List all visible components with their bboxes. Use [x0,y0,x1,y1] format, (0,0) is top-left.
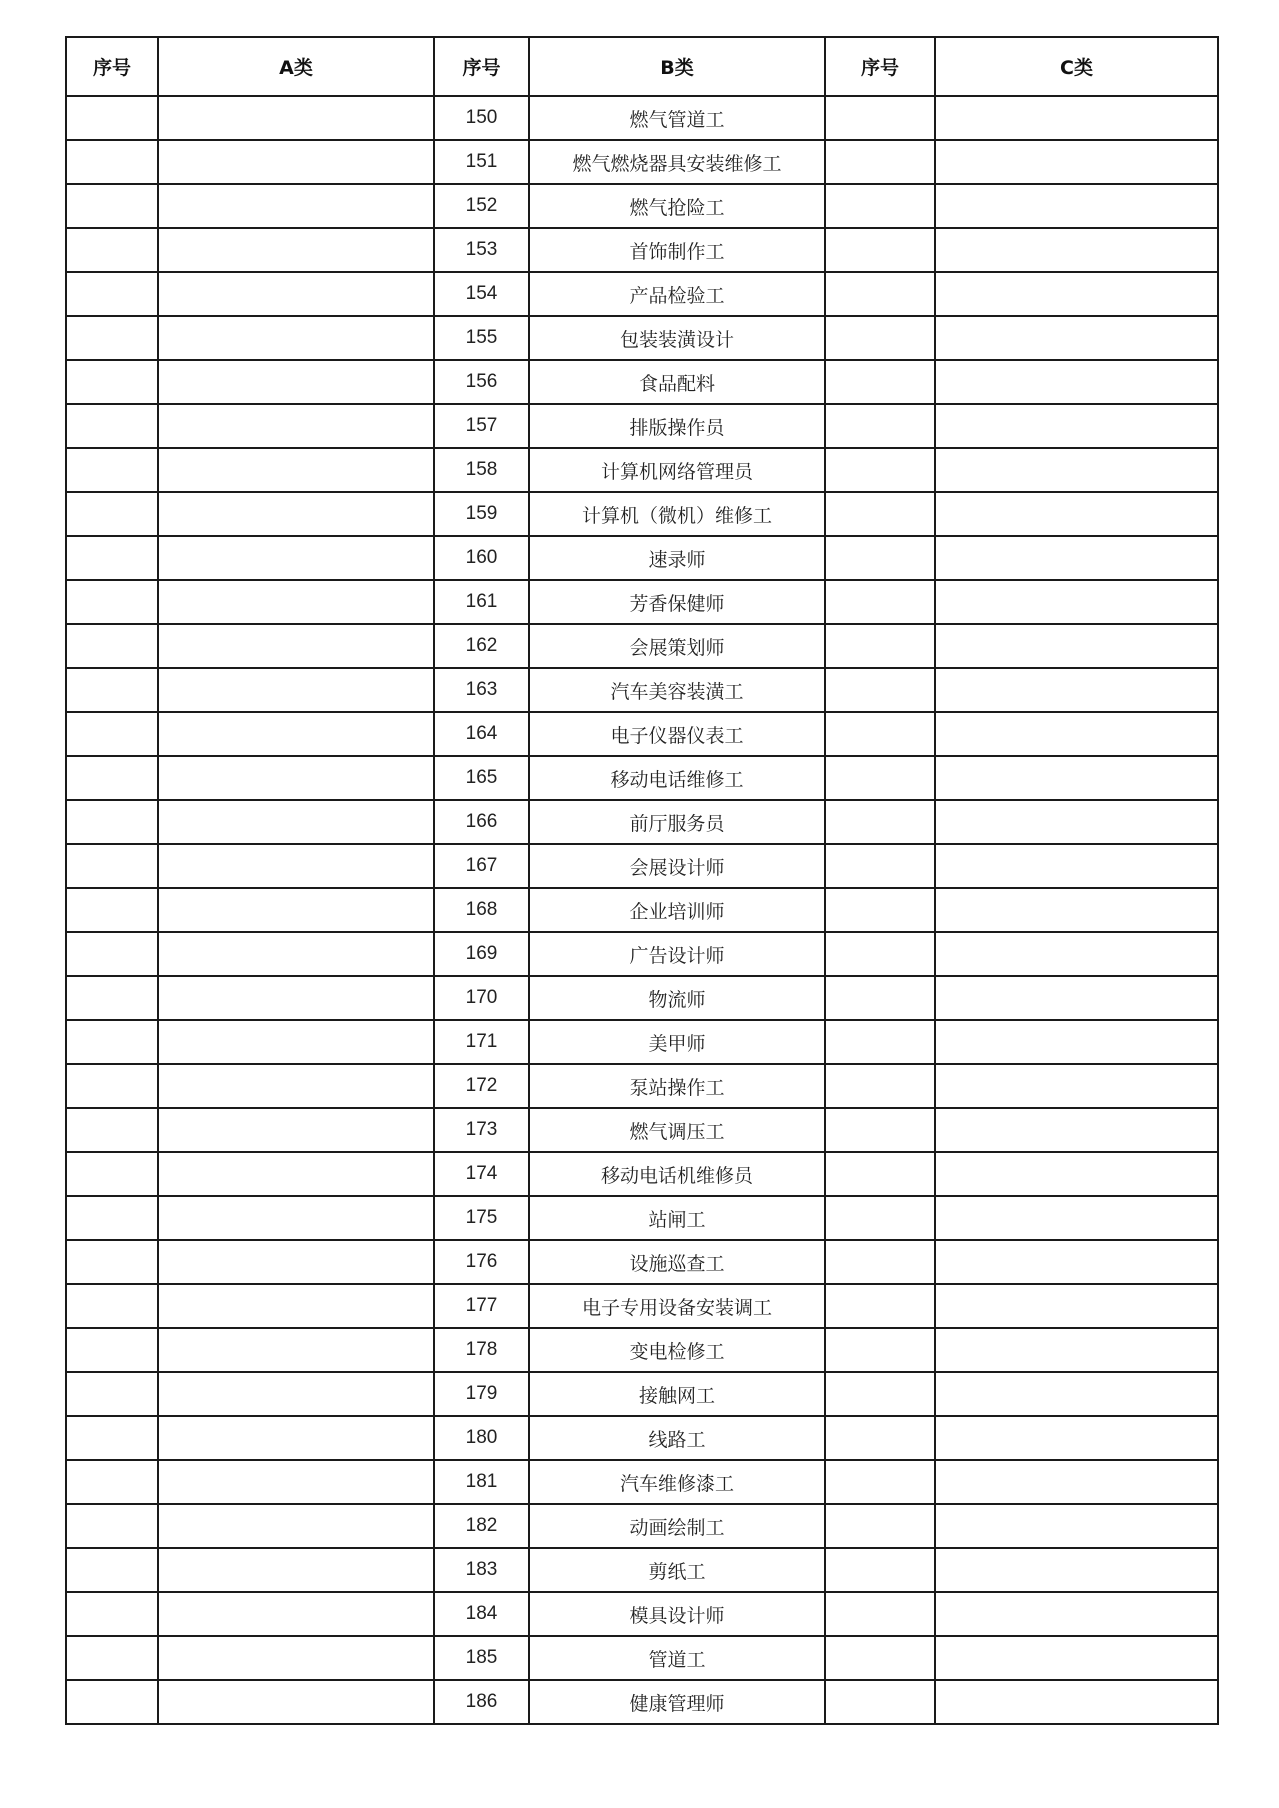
table-row [66,1636,1218,1680]
cell-category-c [935,1284,1218,1328]
cell-seq-c [825,888,935,932]
cell-seq-c [825,360,935,404]
table-row [66,1548,1218,1592]
table-row [66,1460,1218,1504]
table-row [66,1240,1218,1284]
cell-category-a [158,404,434,448]
header-seq-a: 序号 [66,37,158,96]
cell-seq-a [66,316,158,360]
cell-category-b: 广告设计师 [529,932,825,976]
cell-category-c [935,1592,1218,1636]
cell-seq-b: 181 [434,1460,529,1504]
cell-seq-a [66,580,158,624]
table-row [66,712,1218,756]
cell-seq-a [66,536,158,580]
cell-seq-b: 162 [434,624,529,668]
cell-category-c [935,1460,1218,1504]
cell-category-c [935,888,1218,932]
cell-category-a [158,360,434,404]
cell-category-b: 物流师 [529,976,825,1020]
cell-category-b: 设施巡查工 [529,1240,825,1284]
table-row [66,404,1218,448]
cell-seq-b: 175 [434,1196,529,1240]
header-category-c: C类 [935,37,1218,96]
table-row [66,1504,1218,1548]
cell-category-a [158,1196,434,1240]
header-category-a: A类 [158,37,434,96]
cell-category-c [935,976,1218,1020]
cell-seq-b: 180 [434,1416,529,1460]
cell-category-a [158,624,434,668]
cell-seq-c [825,1108,935,1152]
cell-seq-b: 158 [434,448,529,492]
cell-category-b: 燃气管道工 [529,96,825,140]
cell-seq-b: 169 [434,932,529,976]
cell-seq-c [825,492,935,536]
table-row [66,1372,1218,1416]
cell-seq-a [66,96,158,140]
cell-category-b: 包装装潢设计 [529,316,825,360]
cell-seq-b: 164 [434,712,529,756]
cell-seq-c [825,624,935,668]
cell-seq-c [825,580,935,624]
cell-category-a [158,580,434,624]
cell-category-c [935,272,1218,316]
cell-category-b: 会展策划师 [529,624,825,668]
cell-seq-a [66,712,158,756]
table-row [66,492,1218,536]
cell-category-b: 首饰制作工 [529,228,825,272]
cell-category-c [935,932,1218,976]
cell-category-c [935,228,1218,272]
cell-category-a [158,888,434,932]
cell-category-a [158,140,434,184]
cell-category-b: 泵站操作工 [529,1064,825,1108]
cell-seq-c [825,184,935,228]
cell-seq-c [825,1416,935,1460]
cell-category-a [158,756,434,800]
cell-category-a [158,536,434,580]
cell-category-a [158,316,434,360]
cell-seq-c [825,1372,935,1416]
cell-category-b: 移动电话维修工 [529,756,825,800]
cell-seq-c [825,536,935,580]
cell-category-b: 前厅服务员 [529,800,825,844]
cell-category-b: 剪纸工 [529,1548,825,1592]
cell-category-c [935,404,1218,448]
cell-category-c [935,1504,1218,1548]
cell-category-c [935,1372,1218,1416]
cell-seq-b: 150 [434,96,529,140]
table-row [66,1152,1218,1196]
table-row [66,360,1218,404]
cell-category-b: 线路工 [529,1416,825,1460]
header-category-b: B类 [529,37,825,96]
cell-category-a [158,1416,434,1460]
cell-category-a [158,492,434,536]
cell-seq-c [825,1196,935,1240]
cell-seq-a [66,448,158,492]
table-row [66,228,1218,272]
cell-category-a [158,272,434,316]
cell-seq-a [66,1636,158,1680]
cell-category-c [935,712,1218,756]
cell-seq-b: 163 [434,668,529,712]
cell-seq-b: 168 [434,888,529,932]
cell-seq-a [66,228,158,272]
cell-seq-c [825,756,935,800]
table-row [66,844,1218,888]
header-row [66,37,1218,96]
cell-category-c [935,360,1218,404]
cell-seq-a [66,1240,158,1284]
cell-seq-a [66,184,158,228]
cell-category-c [935,1196,1218,1240]
cell-seq-a [66,1504,158,1548]
cell-seq-a [66,1416,158,1460]
occupation-table [65,36,1219,1725]
cell-category-c [935,1680,1218,1724]
cell-seq-a [66,668,158,712]
cell-category-a [158,448,434,492]
cell-category-a [158,800,434,844]
cell-seq-a [66,1152,158,1196]
cell-seq-b: 157 [434,404,529,448]
cell-category-a [158,1108,434,1152]
cell-category-a [158,1020,434,1064]
table-row [66,668,1218,712]
table-row [66,976,1218,1020]
cell-seq-c [825,272,935,316]
cell-seq-b: 185 [434,1636,529,1680]
cell-seq-a [66,1284,158,1328]
cell-seq-b: 183 [434,1548,529,1592]
cell-category-c [935,1064,1218,1108]
cell-seq-b: 173 [434,1108,529,1152]
cell-seq-c [825,1284,935,1328]
table-row [66,536,1218,580]
cell-seq-a [66,624,158,668]
cell-category-c [935,140,1218,184]
table-row [66,184,1218,228]
cell-seq-c [825,1548,935,1592]
cell-seq-a [66,1372,158,1416]
cell-seq-c [825,1152,935,1196]
cell-seq-c [825,800,935,844]
cell-seq-a [66,888,158,932]
cell-seq-c [825,1636,935,1680]
cell-category-a [158,1636,434,1680]
cell-seq-b: 172 [434,1064,529,1108]
cell-seq-c [825,448,935,492]
cell-category-c [935,1020,1218,1064]
cell-seq-b: 167 [434,844,529,888]
cell-seq-b: 156 [434,360,529,404]
cell-category-c [935,1416,1218,1460]
cell-seq-b: 174 [434,1152,529,1196]
cell-category-a [158,1064,434,1108]
cell-seq-a [66,1328,158,1372]
cell-category-b: 电子仪器仪表工 [529,712,825,756]
cell-category-a [158,1592,434,1636]
cell-category-a [158,1328,434,1372]
cell-category-a [158,228,434,272]
cell-category-b: 电子专用设备安装调工 [529,1284,825,1328]
cell-category-b: 健康管理师 [529,1680,825,1724]
cell-seq-b: 155 [434,316,529,360]
cell-seq-a [66,1548,158,1592]
cell-category-a [158,1152,434,1196]
cell-seq-a [66,360,158,404]
cell-category-a [158,184,434,228]
cell-category-b: 移动电话机维修员 [529,1152,825,1196]
cell-seq-a [66,1020,158,1064]
cell-category-a [158,1460,434,1504]
header-seq-b: 序号 [434,37,529,96]
cell-category-b: 会展设计师 [529,844,825,888]
cell-seq-b: 160 [434,536,529,580]
cell-seq-c [825,668,935,712]
cell-seq-b: 184 [434,1592,529,1636]
cell-category-b: 管道工 [529,1636,825,1680]
cell-seq-c [825,1064,935,1108]
cell-seq-b: 171 [434,1020,529,1064]
table-row [66,1680,1218,1724]
cell-category-c [935,668,1218,712]
cell-seq-c [825,712,935,756]
cell-category-a [158,1372,434,1416]
cell-category-b: 站闸工 [529,1196,825,1240]
table-body [66,96,1218,1724]
cell-category-a [158,96,434,140]
table-row [66,316,1218,360]
cell-seq-c [825,976,935,1020]
cell-category-a [158,844,434,888]
cell-seq-a [66,756,158,800]
table-row [66,1284,1218,1328]
cell-seq-b: 152 [434,184,529,228]
cell-category-c [935,1328,1218,1372]
cell-category-a [158,668,434,712]
cell-category-b: 接触网工 [529,1372,825,1416]
cell-category-a [158,932,434,976]
cell-seq-b: 151 [434,140,529,184]
cell-seq-a [66,932,158,976]
cell-seq-b: 182 [434,1504,529,1548]
cell-seq-b: 161 [434,580,529,624]
cell-category-c [935,492,1218,536]
cell-category-c [935,96,1218,140]
cell-category-b: 速录师 [529,536,825,580]
cell-category-b: 芳香保健师 [529,580,825,624]
cell-seq-c [825,932,935,976]
table-row [66,140,1218,184]
cell-seq-a [66,1196,158,1240]
cell-seq-c [825,404,935,448]
table-row [66,272,1218,316]
table-row [66,800,1218,844]
cell-seq-c [825,1504,935,1548]
cell-category-a [158,1284,434,1328]
table-row [66,448,1218,492]
cell-category-b: 变电检修工 [529,1328,825,1372]
cell-seq-c [825,1592,935,1636]
cell-seq-b: 153 [434,228,529,272]
cell-seq-a [66,1108,158,1152]
cell-seq-a [66,800,158,844]
cell-seq-c [825,1020,935,1064]
cell-category-c [935,536,1218,580]
cell-seq-c [825,96,935,140]
cell-seq-c [825,316,935,360]
cell-seq-a [66,976,158,1020]
cell-category-a [158,1548,434,1592]
cell-category-b: 排版操作员 [529,404,825,448]
cell-category-b: 产品检验工 [529,272,825,316]
cell-seq-a [66,404,158,448]
cell-seq-b: 170 [434,976,529,1020]
cell-category-a [158,1680,434,1724]
cell-category-a [158,1504,434,1548]
cell-seq-a [66,492,158,536]
cell-seq-a [66,272,158,316]
cell-category-b: 企业培训师 [529,888,825,932]
cell-seq-b: 159 [434,492,529,536]
table-row [66,580,1218,624]
cell-category-c [935,800,1218,844]
cell-seq-b: 166 [434,800,529,844]
cell-category-b: 燃气燃烧器具安装维修工 [529,140,825,184]
cell-category-b: 计算机（微机）维修工 [529,492,825,536]
cell-category-b: 计算机网络管理员 [529,448,825,492]
table-row [66,624,1218,668]
table-row [66,1328,1218,1372]
cell-seq-b: 177 [434,1284,529,1328]
cell-seq-c [825,1240,935,1284]
cell-seq-b: 178 [434,1328,529,1372]
cell-seq-b: 165 [434,756,529,800]
cell-seq-c [825,844,935,888]
table-row [66,1592,1218,1636]
cell-category-c [935,448,1218,492]
cell-category-b: 美甲师 [529,1020,825,1064]
table-row [66,1064,1218,1108]
cell-category-b: 汽车美容装潢工 [529,668,825,712]
table-row [66,1196,1218,1240]
cell-category-c [935,756,1218,800]
cell-seq-c [825,140,935,184]
cell-category-c [935,1548,1218,1592]
cell-category-c [935,316,1218,360]
cell-seq-c [825,1680,935,1724]
cell-seq-a [66,1064,158,1108]
cell-seq-a [66,1592,158,1636]
cell-seq-a [66,1680,158,1724]
cell-seq-b: 186 [434,1680,529,1724]
cell-seq-a [66,140,158,184]
cell-category-b: 汽车维修漆工 [529,1460,825,1504]
table-row [66,1020,1218,1064]
table-row [66,96,1218,140]
cell-category-a [158,976,434,1020]
table-row [66,932,1218,976]
cell-seq-c [825,1328,935,1372]
cell-seq-c [825,228,935,272]
header-seq-c: 序号 [825,37,935,96]
cell-category-b: 动画绘制工 [529,1504,825,1548]
table-row [66,1108,1218,1152]
table-row [66,1416,1218,1460]
cell-seq-a [66,844,158,888]
cell-category-a [158,712,434,756]
cell-category-c [935,1636,1218,1680]
table-row [66,888,1218,932]
cell-category-b: 燃气调压工 [529,1108,825,1152]
cell-category-b: 燃气抢险工 [529,184,825,228]
cell-category-c [935,1108,1218,1152]
cell-seq-b: 176 [434,1240,529,1284]
document-page [65,36,1217,1725]
table-row [66,756,1218,800]
cell-category-a [158,1240,434,1284]
cell-category-c [935,1240,1218,1284]
cell-category-c [935,184,1218,228]
cell-category-c [935,624,1218,668]
cell-category-c [935,580,1218,624]
cell-category-c [935,844,1218,888]
cell-category-b: 模具设计师 [529,1592,825,1636]
cell-seq-c [825,1460,935,1504]
cell-seq-a [66,1460,158,1504]
cell-category-c [935,1152,1218,1196]
cell-category-b: 食品配料 [529,360,825,404]
cell-seq-b: 179 [434,1372,529,1416]
cell-seq-b: 154 [434,272,529,316]
